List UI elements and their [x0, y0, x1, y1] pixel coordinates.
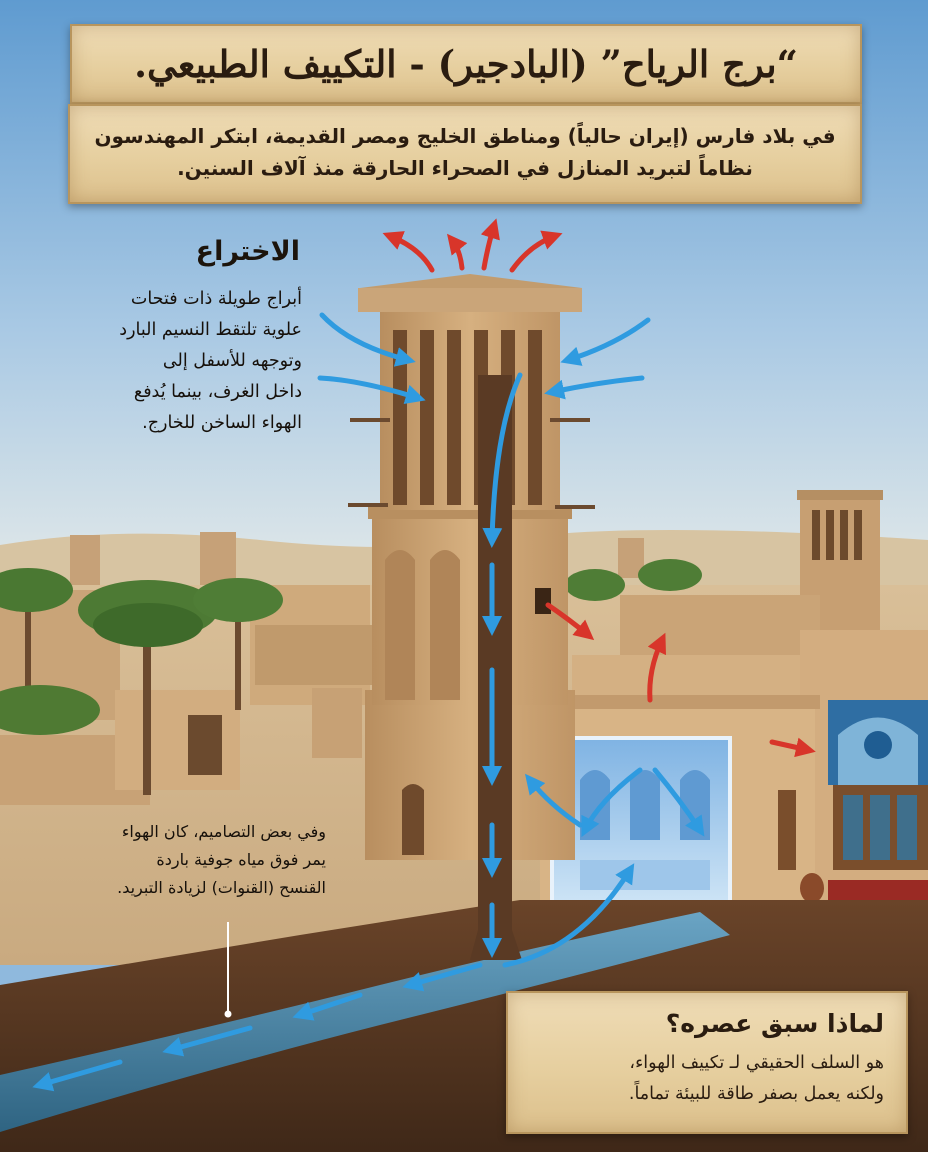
invention-heading: الاختراع — [195, 236, 300, 267]
intro-box — [68, 104, 862, 204]
qanat-note-line: القنسح (القنوات) لزيادة التبريد. — [117, 878, 326, 897]
qanat-note-line: وفي بعض التصاميم، كان الهواء — [121, 822, 326, 841]
invention-line: وتوجهه للأسفل إلى — [162, 351, 302, 371]
invention-description — [20, 284, 302, 439]
qanat-note-pointer-dot — [225, 1011, 232, 1018]
invention-line: الهواء الساخن للخارج. — [142, 413, 302, 433]
intro-line-1: في بلاد فارس (إيران حالياً) ومناطق الخليج ومصر القديمة، ابتكر المهندسون — [94, 124, 836, 148]
qanat-note-line: يمر فوق مياه جوفية باردة — [156, 850, 326, 869]
why-heading: لماذا سبق عصره؟ — [665, 1009, 884, 1038]
qanat-note — [26, 818, 326, 902]
intro-line-2: نظاماً لتبريد المنازل في الصحراء الحارقة منذ آلاف السنين. — [177, 156, 753, 180]
why-ahead-box — [506, 991, 908, 1134]
title-banner — [70, 24, 862, 104]
why-line-2: ولكنه يعمل بصفر طاقة للبيئة تماماً. — [628, 1084, 884, 1104]
invention-line: داخل الغرف، بينما يُدفع — [133, 382, 302, 402]
main-windcatcher-tower — [348, 274, 595, 960]
invention-line: أبراج طويلة ذات فتحات — [130, 289, 302, 309]
page-title: “برج الرياح” (البادجير) - التكييف الطبيعي. — [134, 42, 798, 86]
why-line-1: هو السلف الحقيقي لـ تكييف الهواء، — [629, 1053, 884, 1073]
invention-line: علوية تلتقط النسيم البارد — [119, 320, 302, 340]
